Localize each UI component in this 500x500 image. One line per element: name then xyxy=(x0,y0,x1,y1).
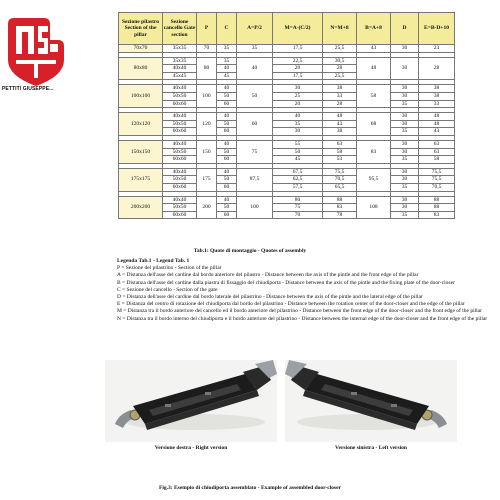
d-cell: 35 xyxy=(391,156,419,164)
n-cell: 25,5 xyxy=(323,72,357,80)
gate-section-cell: 40x40 xyxy=(163,168,197,176)
p-cell: 100 xyxy=(197,85,217,108)
e-cell: 75,5 xyxy=(419,168,455,176)
pillar-section-cell: 150x150 xyxy=(119,140,163,163)
n-cell: 58 xyxy=(323,148,357,156)
table-row xyxy=(119,204,455,212)
logo-icon xyxy=(4,14,68,88)
legend xyxy=(117,258,497,323)
n-cell: 70,5 xyxy=(323,176,357,184)
d-cell: 35 xyxy=(391,100,419,108)
m-cell: 30 xyxy=(273,128,323,136)
header-c: C xyxy=(217,13,237,45)
e-cell: 88 xyxy=(419,196,455,204)
e-cell: 63 xyxy=(419,140,455,148)
pillar-section-cell: 100x100 xyxy=(119,85,163,108)
m-cell: 25 xyxy=(273,92,323,100)
legend-item-d: D = Distanza dell'asse del cardine dal bordo laterale del pilastrino - Distance between the axis of the pintle and the lateral edge of the pillar xyxy=(117,294,423,301)
legend-item-a: A = Distanza dell'asse del cardine dal bordo anteriore del pilastro - Distance between the axis of the pintle and the front edge of the pillar xyxy=(117,272,419,279)
photo-right-version xyxy=(105,360,277,442)
header-pillar-section: Sezione pilastro Section of the pillar xyxy=(119,13,163,45)
n-cell: 30,5 xyxy=(323,57,357,65)
gate-section-cell: 60x60 xyxy=(163,183,197,191)
d-cell: 30 xyxy=(391,57,419,80)
c-cell: 50 xyxy=(217,204,237,212)
gate-section-cell: 50x50 xyxy=(163,120,197,128)
n-cell: 53 xyxy=(323,156,357,164)
m-cell: 67,5 xyxy=(273,168,323,176)
b-cell: 83 xyxy=(357,140,391,163)
m-cell: 45 xyxy=(273,156,323,164)
gate-section-cell: 50x50 xyxy=(163,176,197,184)
n-cell: 28 xyxy=(323,65,357,73)
p-cell: 80 xyxy=(197,57,217,80)
m-cell: 20 xyxy=(273,65,323,73)
c-cell: 50 xyxy=(217,120,237,128)
d-cell: 30 xyxy=(391,176,419,184)
photo-left-caption: Versione sinistra - Left version xyxy=(335,445,407,451)
table-row xyxy=(119,168,455,176)
table-row xyxy=(119,113,455,121)
c-cell: 60 xyxy=(217,211,237,219)
gate-section-cell: 35x35 xyxy=(163,45,197,53)
d-cell: 30 xyxy=(391,168,419,176)
m-cell: 62,5 xyxy=(273,176,323,184)
gate-section-cell: 35x35 xyxy=(163,57,197,65)
table-row xyxy=(119,100,455,108)
e-cell: 63 xyxy=(419,148,455,156)
d-cell: 30 xyxy=(391,85,419,93)
header-d: D xyxy=(391,13,419,45)
p-cell: 70 xyxy=(197,45,217,53)
door-closer-left-image xyxy=(285,360,457,442)
table-row xyxy=(119,120,455,128)
d-cell: 30 xyxy=(391,120,419,128)
pillar-section-cell: 80x80 xyxy=(119,57,163,80)
m-cell: 17,5 xyxy=(273,45,323,53)
m-cell: 57,5 xyxy=(273,183,323,191)
e-cell: 48 xyxy=(419,120,455,128)
p-cell: 175 xyxy=(197,168,217,191)
m-cell: 70 xyxy=(273,211,323,219)
p-cell: 120 xyxy=(197,113,217,136)
e-cell: 70,5 xyxy=(419,183,455,191)
b-cell: 48 xyxy=(357,57,391,80)
a-cell: 60 xyxy=(237,113,273,136)
n-cell: 28 xyxy=(323,100,357,108)
b-cell: 108 xyxy=(357,196,391,219)
photo-left-version xyxy=(285,360,457,442)
d-cell: 30 xyxy=(391,148,419,156)
header-p: P xyxy=(197,13,217,45)
c-cell: 40 xyxy=(217,168,237,176)
legend-title: Legenda Tab.1 - Legend Tab. 1 xyxy=(117,258,190,264)
header-m: M=A-(C/2) xyxy=(273,13,323,45)
table-row xyxy=(119,176,455,184)
assembly-quotes-table xyxy=(118,12,455,219)
e-cell: 28 xyxy=(419,57,455,80)
c-cell: 35 xyxy=(217,45,237,53)
company-logo xyxy=(4,14,68,88)
table-row xyxy=(119,57,455,65)
m-cell: 22,5 xyxy=(273,57,323,65)
table-row xyxy=(119,211,455,219)
a-cell: 40 xyxy=(237,57,273,80)
m-cell: 55 xyxy=(273,140,323,148)
d-cell: 30 xyxy=(391,204,419,212)
brand-name: PETTITI GIUSEPPE... xyxy=(2,86,54,92)
legend-item-p: P = Sezione del pilastrino - Section of the pillar xyxy=(117,265,222,272)
c-cell: 40 xyxy=(217,85,237,93)
e-cell: 75,5 xyxy=(419,176,455,184)
pillar-section-cell: 200x200 xyxy=(119,196,163,219)
p-cell: 200 xyxy=(197,196,217,219)
d-cell: 30 xyxy=(391,140,419,148)
header-a: A=P/2 xyxy=(237,13,273,45)
legend-item-c: C = Sezione del cancello - Section of the gate xyxy=(117,286,218,293)
e-cell: 43 xyxy=(419,128,455,136)
legend-item-m: M = Distanza tra il bordo anteriore del cancello ed il bordo anteriore del pilastrino - Distance between the front edge of the door-closer and the front edge of the pillar xyxy=(117,308,482,315)
c-cell: 40 xyxy=(217,196,237,204)
gate-section-cell: 60x60 xyxy=(163,211,197,219)
m-cell: 50 xyxy=(273,148,323,156)
gate-section-cell: 60x60 xyxy=(163,156,197,164)
b-cell: 95,5 xyxy=(357,168,391,191)
d-cell: 35 xyxy=(391,128,419,136)
n-cell: 83 xyxy=(323,204,357,212)
gate-section-cell: 50x50 xyxy=(163,92,197,100)
e-cell: 83 xyxy=(419,211,455,219)
table-row xyxy=(119,45,455,53)
m-cell: 20 xyxy=(273,100,323,108)
c-cell: 50 xyxy=(217,176,237,184)
table-row xyxy=(119,92,455,100)
gate-section-cell: 40x40 xyxy=(163,196,197,204)
gate-section-cell: 50x50 xyxy=(163,148,197,156)
a-cell: 100 xyxy=(237,196,273,219)
table-row xyxy=(119,183,455,191)
n-cell: 48 xyxy=(323,113,357,121)
b-cell: 68 xyxy=(357,113,391,136)
table-row xyxy=(119,148,455,156)
c-cell: 60 xyxy=(217,156,237,164)
gate-section-cell: 50x50 xyxy=(163,204,197,212)
header-gate-section: Sezione cancello Gate section xyxy=(163,13,197,45)
e-cell: 23 xyxy=(419,45,455,53)
m-cell: 40 xyxy=(273,113,323,121)
b-cell: 43 xyxy=(357,45,391,53)
c-cell: 50 xyxy=(217,148,237,156)
n-cell: 33 xyxy=(323,92,357,100)
gate-section-cell: 60x60 xyxy=(163,100,197,108)
pillar-section-cell: 70x70 xyxy=(119,45,163,53)
c-cell: 35 xyxy=(217,57,237,65)
legend-item-b: B = Distanza dell'asse del cardine dalla piastra di fissaggio del chiudiporta - Distance between the axis of the pintle and the fixing plate of the door-closer xyxy=(117,279,455,286)
legend-item-e: E = Distanza del centro di rotazione del chiudiporta dal bordo del pilastrino - Distance between the rotation center of the door-closer and the edge of the pillar xyxy=(117,301,465,308)
gate-section-cell: 40x40 xyxy=(163,140,197,148)
door-closer-right-image xyxy=(105,360,277,442)
d-cell: 35 xyxy=(391,183,419,191)
n-cell: 75,5 xyxy=(323,168,357,176)
n-cell: 65,5 xyxy=(323,183,357,191)
table-row xyxy=(119,128,455,136)
c-cell: 45 xyxy=(217,72,237,80)
table-row xyxy=(119,85,455,93)
m-cell: 80 xyxy=(273,196,323,204)
figure-caption: Fig.3: Esempio di chiudiporta assemblato - Example of assembled door-closer xyxy=(159,485,341,491)
gate-section-cell: 40x40 xyxy=(163,65,197,73)
table-row xyxy=(119,156,455,164)
header-n: N=M+8 xyxy=(323,13,357,45)
e-cell: 38 xyxy=(419,85,455,93)
gate-section-cell: 40x40 xyxy=(163,113,197,121)
e-cell: 58 xyxy=(419,156,455,164)
table-caption: Tab.1: Quote di montaggio - Quotes of assembly xyxy=(193,248,307,254)
d-cell: 30 xyxy=(391,45,419,53)
c-cell: 40 xyxy=(217,140,237,148)
a-cell: 50 xyxy=(237,85,273,108)
n-cell: 38 xyxy=(323,85,357,93)
n-cell: 38 xyxy=(323,128,357,136)
header-b: B=A+8 xyxy=(357,13,391,45)
m-cell: 35 xyxy=(273,120,323,128)
n-cell: 25,5 xyxy=(323,45,357,53)
c-cell: 40 xyxy=(217,65,237,73)
a-cell: 35 xyxy=(237,45,273,53)
n-cell: 43 xyxy=(323,120,357,128)
table-row xyxy=(119,140,455,148)
n-cell: 88 xyxy=(323,196,357,204)
c-cell: 50 xyxy=(217,92,237,100)
p-cell: 150 xyxy=(197,140,217,163)
gate-section-cell: 40x40 xyxy=(163,85,197,93)
table-header-row xyxy=(119,13,455,45)
b-cell: 58 xyxy=(357,85,391,108)
c-cell: 60 xyxy=(217,128,237,136)
e-cell: 88 xyxy=(419,204,455,212)
pillar-section-cell: 120x120 xyxy=(119,113,163,136)
photo-right-caption: Versione destra - Right version xyxy=(154,445,228,451)
a-cell: 75 xyxy=(237,140,273,163)
n-cell: 63 xyxy=(323,140,357,148)
n-cell: 78 xyxy=(323,211,357,219)
d-cell: 35 xyxy=(391,211,419,219)
c-cell: 60 xyxy=(217,183,237,191)
gate-section-cell: 45x45 xyxy=(163,72,197,80)
e-cell: 38 xyxy=(419,92,455,100)
m-cell: 17,5 xyxy=(273,72,323,80)
legend-item-n: N = Distanza tra il bordo interno del chiudiporta e il bordo anteriore del pilastrino - Distance between the internal edge of the door-closer and the front edge of the pillar xyxy=(117,315,488,322)
a-cell: 87,5 xyxy=(237,168,273,191)
m-cell: 30 xyxy=(273,85,323,93)
pillar-section-cell: 175x175 xyxy=(119,168,163,191)
d-cell: 30 xyxy=(391,113,419,121)
table-row xyxy=(119,196,455,204)
d-cell: 30 xyxy=(391,92,419,100)
header-e: E=B-D+10 xyxy=(419,13,455,45)
c-cell: 40 xyxy=(217,113,237,121)
m-cell: 75 xyxy=(273,204,323,212)
e-cell: 33 xyxy=(419,100,455,108)
e-cell: 48 xyxy=(419,113,455,121)
c-cell: 60 xyxy=(217,100,237,108)
d-cell: 30 xyxy=(391,196,419,204)
gate-section-cell: 60x60 xyxy=(163,128,197,136)
